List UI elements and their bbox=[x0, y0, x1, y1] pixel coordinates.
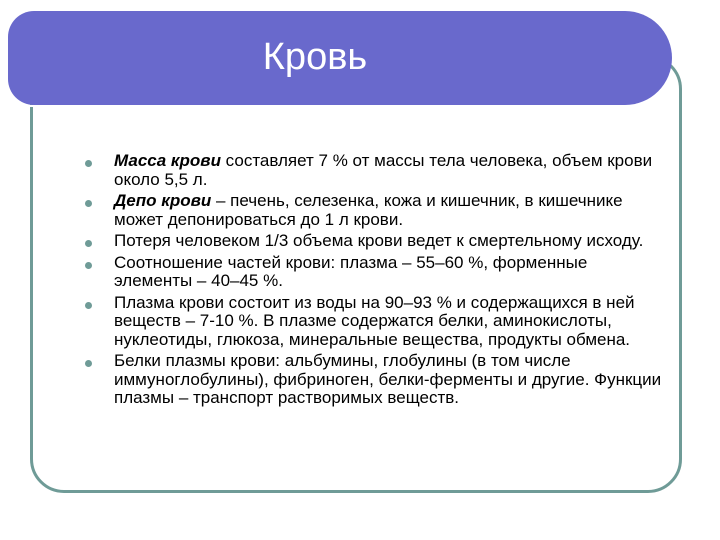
list-item bbox=[84, 152, 664, 189]
list-item bbox=[84, 294, 664, 350]
title-underline bbox=[16, 105, 646, 107]
bullet-icon bbox=[85, 240, 92, 247]
bullet-icon bbox=[85, 360, 92, 367]
bullet-icon bbox=[85, 302, 92, 309]
item-text: составляет 7 % от массы тела человека, объем крови около 5,5 л. bbox=[114, 151, 653, 189]
item-text: Плазма крови состоит из воды на 90–93 % и содержащихся в ней веществ – 7-10 %. В плазме содержатся белки, аминокислоты, нуклеотиды, глюкоза, минеральные вещества, продукты обмена. bbox=[114, 292, 635, 349]
list-item bbox=[84, 232, 664, 251]
bullet-icon bbox=[85, 200, 92, 207]
item-text: Соотношение частей крови: плазма – 55–60 %, форменные элементы – 40–45 %. bbox=[114, 252, 588, 290]
list-item bbox=[84, 254, 664, 291]
list-item bbox=[84, 192, 664, 229]
item-text: – печень, селезенка, кожа и кишечник, в кишечнике может депонироваться до 1 л крови. bbox=[114, 191, 623, 229]
list-item bbox=[84, 352, 664, 408]
item-text: Потеря человеком 1/3 объема крови ведет к смертельному исходу. bbox=[114, 231, 644, 250]
item-lead: Депо крови bbox=[114, 191, 212, 210]
item-lead: Масса крови bbox=[114, 151, 221, 170]
bullet-icon bbox=[85, 262, 92, 269]
item-text: Белки плазмы крови: альбумины, глобулины (в том числе иммуноглобулины), фибриноген, белки-ферменты и другие. Функции плазмы – транспорт растворимых веществ. bbox=[114, 351, 662, 407]
bullet-list bbox=[84, 152, 664, 411]
slide-title: Кровь bbox=[262, 36, 368, 78]
bullet-icon bbox=[85, 160, 92, 167]
